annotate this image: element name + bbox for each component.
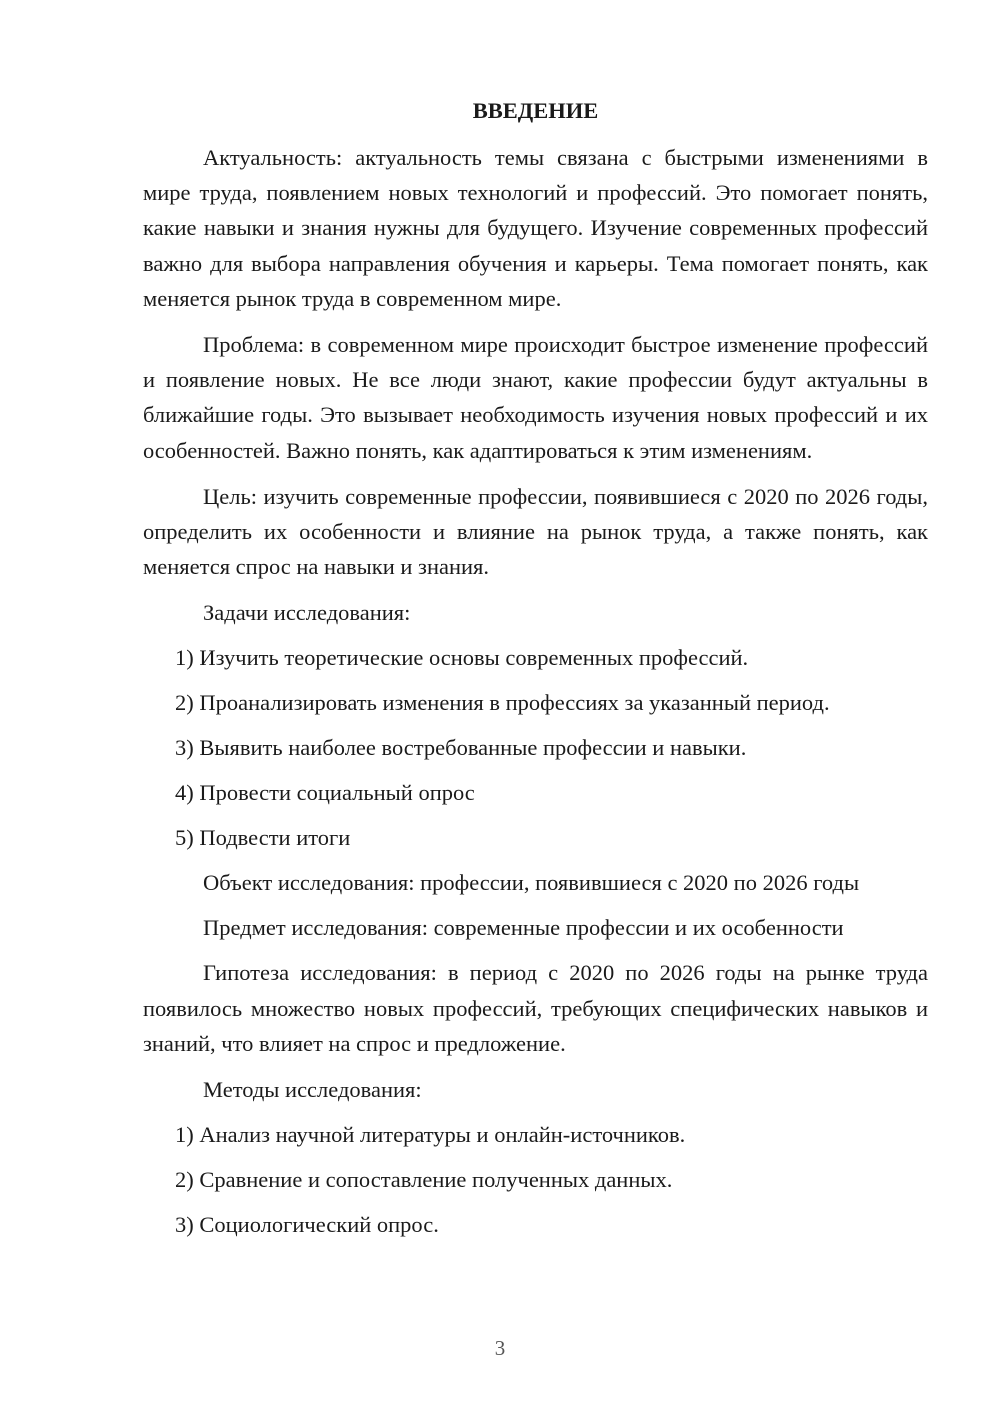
list-item: 4) Провести социальный опрос [175,780,475,806]
list-item: 5) Подвести итоги [175,825,351,851]
list-item: 1) Анализ научной литературы и онлайн-источников. [175,1122,686,1148]
object-paragraph: Объект исследования: профессии, появившиеся с 2020 по 2026 годы [203,870,860,896]
document-page [143,96,928,1252]
tasks-heading: Задачи исследования: [203,600,411,626]
hypothesis-paragraph: Гипотеза исследования: в период с 2020 по 2026 годы на рынке труда появилось множество новых профессий, требующих специфических навыков и знаний, что влияет на спрос и предложение. [143,960,928,1056]
tasks-list [143,640,928,855]
relevance-paragraph: Актуальность: актуальность темы связана с быстрыми изменениями в мире труда, появлением новых технологий и профессий. Это помогает понять, какие навыки и знания нужны для будущего. Изучение современных профессий важно для выбора направления обучения и карьеры. Тема помогает понять, как меняется рынок труда в современном мире. [143,145,928,311]
problem-paragraph: Проблема: в современном мире происходит быстрое изменение профессий и появление новых. Не все люди знают, какие профессии будут актуальны в ближайшие годы. Это вызывает необходимость изучения новых профессий и их особенностей. Важно понять, как адаптироваться к этим изменениям. [143,332,928,463]
methods-list [143,1117,928,1242]
list-item: 3) Выявить наиболее востребованные профессии и навыки. [175,735,747,761]
list-item: 2) Проанализировать изменения в профессиях за указанный период. [175,690,830,716]
page-title: ВВЕДЕНИЕ [472,98,599,123]
page-number: 3 [494,1336,506,1360]
goal-paragraph: Цель: изучить современные профессии, появившиеся с 2020 по 2026 годы, определить их особенности и влияние на рынок труда, а также понять, как меняется спрос на навыки и знания. [143,483,928,580]
list-item: 2) Сравнение и сопоставление полученных данных. [175,1167,673,1193]
subject-paragraph: Предмет исследования: современные профессии и их особенности [203,915,844,941]
methods-heading: Методы исследования: [203,1077,422,1103]
list-item: 1) Изучить теоретические основы современных профессий. [175,645,749,671]
list-item: 3) Социологический опрос. [175,1212,439,1238]
